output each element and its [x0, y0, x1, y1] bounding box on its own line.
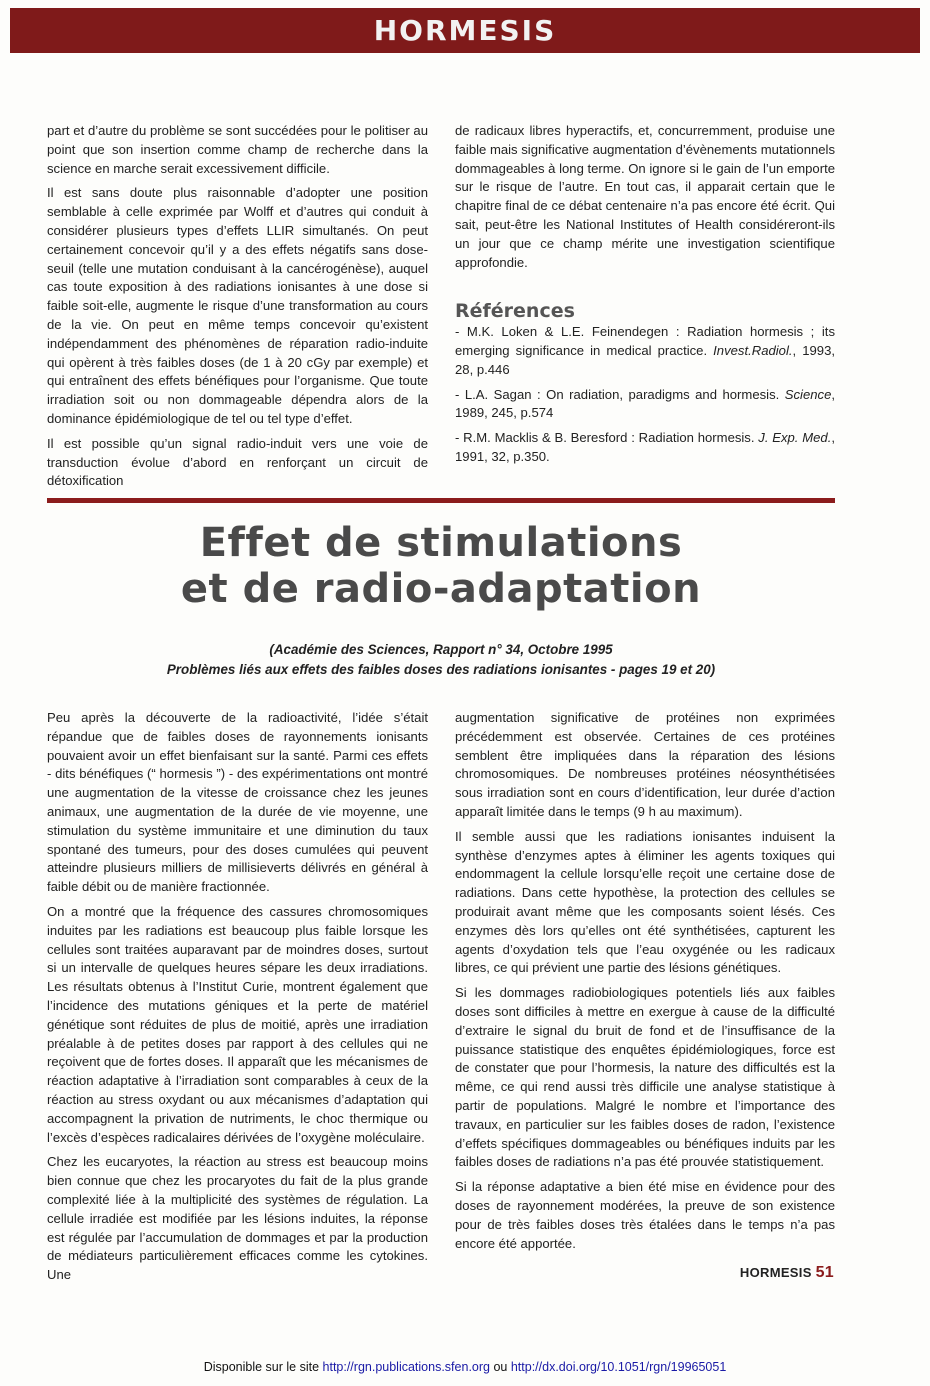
- paragraph: On a montré que la fréquence des cassures chromosomiques induites par les radiations est beaucoup plus faible lorsque les cellules sont traitées auparavant par de moindres doses, surtout si un intervalle de quelques heures sépare les deux irradiations. Les résultats obtenus à l’Institut Curie, montrent également que l’incidence des mutations géniques et la perte de matériel génétique sont réduites de plus de moitié, après une irradiation préalable à de petites doses par rapport à des cellules qui ne reçoivent que de fortes doses. Il apparaît que les mécanismes de réaction adaptative à l’irradiation sont comparables à ceux de la réaction au stress oxydant ou aux mécanismes d’adaptation qui accompagnent la privation de nutriments, le choc thermique ou l’excès d’espèces radicalaires dérivées de l’oxygène moléculaire.: [47, 903, 428, 1145]
- bottom-left-column: [47, 709, 428, 1291]
- paragraph: Si la réponse adaptative a bien été mise en évidence pour des doses de rayonnement modérées, la preuve de son existence pour de très faibles doses très étalées dans le temps n’a pas encore été apportée.: [455, 1179, 835, 1251]
- paragraph: Il semble aussi que les radiations ionisantes induisent la synthèse d’enzymes aptes à éliminer les agents toxiques qui endommagent la cellule lorsqu’elle reçoit une certaine dose de radiations. Dans cette hypothèse, la protection des cellules se produirait avant même que les composants soient lésés. Ces enzymes dès lors qu’elles ont été synthétisées, capturent les agents d’oxydation tels que l’eau oxygénée ou les radicaux libres, ce qui prévient une partie des lésions génétiques.: [455, 828, 835, 976]
- paragraph: Peu après la découverte de la radioactivité, l’idée s’était répandue que de faibles doses de rayonnements ionisants pouvaient avoir un effet bienfaisant sur la santé. Parmi ces effets - dits bénéfiques (“ hormesis ”) - des expérimentations ont montré une augmentation de la vitesse de croissance chez les jeunes animaux, une augmentation de la durée de vie moyenne, une stimulation du système immunitaire et une diminution du taux spontané des tumeurs, pour des doses cumulées qui peuvent atteindre plusieurs milliers de millisieverts délivrés en général à faible débit ou de manière fractionnée.: [47, 710, 428, 895]
- doi-link[interactable]: http://dx.doi.org/10.1051/rgn/19965051: [510, 1360, 727, 1374]
- reference-journal: Science: [784, 386, 832, 402]
- paragraph: Il est possible qu’un signal radio-induit vers une voie de transduction évolue d’abord en renforçant un circuit de détoxification: [47, 435, 428, 489]
- page-footer: [740, 1264, 834, 1282]
- availability-note: [0, 1360, 930, 1374]
- top-left-column: [47, 122, 428, 497]
- reference-journal: J. Exp. Med.: [758, 430, 832, 446]
- section-banner: [10, 8, 920, 53]
- paragraph: Si les dommages radiobiologiques potentiels liés aux faibles doses sont difficiles à mettre en exergue à cause de la difficulté d’extraire le signal du bruit de fond et de l’insuffisance de la puissance statistique des enquêtes épidémiologiques, force est de constater que pour l’hormesis, la nature des difficultés est la même, ce qui rend aussi très difficile une analyse statistique à partir de populations. Malgré le nombre et l’importance des travaux, en particulier sur les faibles doses de radon, l’existence d’effets spécifiques dommageables ou bénéfiques induits par les faibles doses de radiations n’a pas été prouvée statistiquement.: [455, 985, 835, 1170]
- references-heading: Références: [455, 300, 575, 323]
- paragraph: Il est sans doute plus raisonnable d’adopter une position semblable à celle exprimée par Wolff et d’autres qui conduit à considérer plusieurs types d’effets LLIR simultanés. On peut certainement concevoir qu’il y a des effets négatifs sans dose-seuil (telle une mutation conduisant à la cancérogénèse), auquel cas toute exposition à des radiations ionisantes à une dose si faible soit-elle, augmente le risque d’une transformation au cours de la vie. On peut en même temps concevoir qu’existent indépendamment des phénomènes de réparation radio-induite qui opèrent à très faibles doses (de 1 à 20 cGy par exemple) et qui entraînent des effets bénéfiques pour l’organisme. Que toute irradiation soit ou non dommageable dépendra alors de la dominance épidémiologique de tel ou tel type d’effet.: [47, 185, 428, 426]
- banner-title: HORMESIS: [373, 14, 557, 47]
- availability-prefix: Disponible sur le site: [203, 1360, 323, 1374]
- source-line-2: Problèmes liés aux effets des faibles doses des radiations ionisantes - pages 19 et 20): [166, 662, 716, 677]
- article-source: [47, 640, 835, 680]
- top-right-column: [455, 122, 835, 473]
- section-divider: [47, 498, 835, 503]
- paragraph: Chez les eucaryotes, la réaction au stress est beaucoup moins bien connue que chez les procaryotes du fait de la plus grande complexité liée à la multiplicité des systèmes de régulation. La cellule irradiée est modifiée par les lésions induites, la réponse est régulée par l’accumulation de dommages et par la production de médiateurs particulièrement efficaces comme les cytokines. Une: [47, 1154, 428, 1283]
- page-number: 51: [815, 1264, 834, 1281]
- paragraph: augmentation significative de protéines non exprimées précédemment est observée. Certaines de ces protéines semblent être impliquées dans la réparation des lésions chromosomiques. De nombreuses protéines néosynthétisées sous irradiation sont en cours d’identification, leur durée d’action apparaît limitée dans le temps (9 h au maximum).: [455, 710, 835, 819]
- source-line-1: (Académie des Sciences, Rapport n° 34, Octobre 1995: [269, 642, 613, 657]
- article-title: [47, 520, 835, 612]
- reference-item: - M.K. Loken & L.E. Feinendegen : Radiation hormesis ; its emerging significance in medical practice. Invest.Radiol., 1993, 28, p.446: [455, 324, 835, 377]
- paragraph: part et d’autre du problème se sont succédées pour le politiser au point que son insertion comme champ de recherche dans la science en marche serait excessivement difficile.: [47, 123, 428, 176]
- title-line-2: et de radio-adaptation: [180, 566, 702, 612]
- title-line-1: Effet de stimulations: [199, 520, 683, 566]
- reference-journal: Invest.Radiol.: [713, 342, 793, 358]
- footer-journal: HORMESIS: [739, 1265, 812, 1280]
- reference-item: - L.A. Sagan : On radiation, paradigms and hormesis. Science, 1989, 245, p.574: [455, 386, 835, 421]
- paragraph: de radicaux libres hyperactifs, et, concurremment, produise une faible mais significative augmentation d’évènements mutationnels dommageables à long terme. On ignore si le gain de l’un emporte sur le risque de l’autre. En tout cas, il apparait certain que le chapitre final de ce débat centenaire n’a pas encore été écrit. Qui sait, peut-être les National Institutes of Health considéreront-ils un jour que ce champ mérite une investigation scientifique approfondie.: [455, 123, 835, 270]
- bottom-right-column: [455, 709, 835, 1259]
- availability-middle: ou: [489, 1360, 511, 1374]
- reference-item: - R.M. Macklis & B. Beresford : Radiation hormesis. J. Exp. Med., 1991, 32, p.350.: [455, 430, 835, 464]
- site-link[interactable]: http://rgn.publications.sfen.org: [322, 1360, 490, 1374]
